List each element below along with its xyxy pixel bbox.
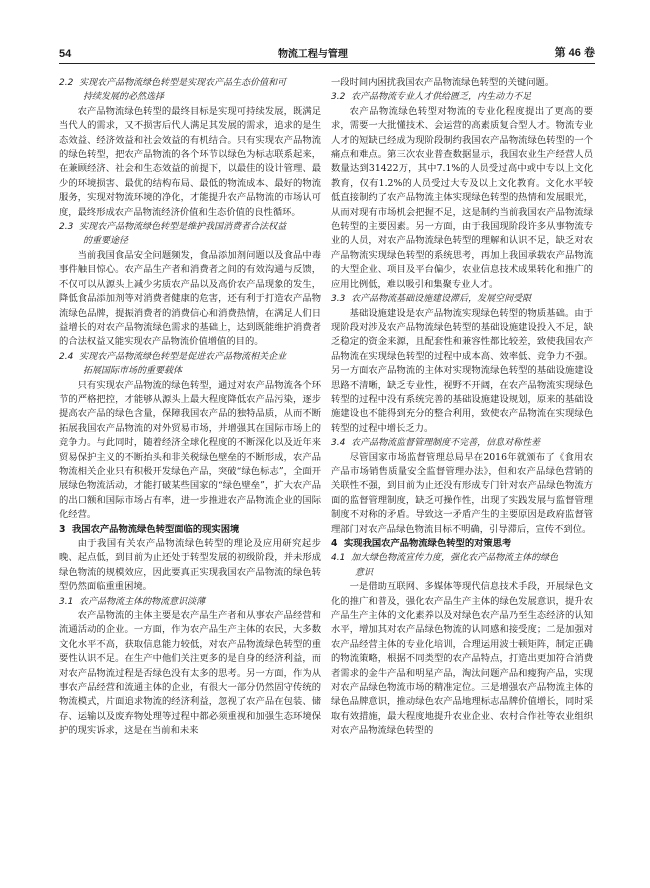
heading-text-continued: 的重要途径 <box>83 236 129 247</box>
paragraph: 由于我国有关农产品物流绿色转型的理论及应用研究起步晚、起点低，到目前为止还处于转型发展的初级阶段，并未形成绿色物流的规模效应，因此要真正实现我国农产品物流的绿色转型仍然面临重重困境。 <box>59 538 321 593</box>
heading-text: 实现农产品物流绿色转型是维护我国消费者合法权益 <box>79 222 287 233</box>
heading-4-1 <box>331 551 593 580</box>
paragraph: 农产品物流绿色转型的最终目标是实现可持续发展，既满足当代人的需求，又不损害后代人满足其发展的需求，追求的是生态效益、经济效益和社会效益的有机结合。只有实现农产品物流的绿色转型，把农产品物流的各个环节以绿色为标志联系起来，在兼顾经济、社会和生态效益的前提下，以最佳的设计管理、最少的环境损害、最优的结构布局、最低的物流成本、最好的物流服务，实现对物流环境的净化，才能提升农产品物流的市场认可度，最终形成农产品物流经济价值和生态价值的良性循环。 <box>59 105 321 218</box>
page-number: 54 <box>59 48 72 60</box>
paragraph: 农产品物流的主体主要是农产品生产者和从事农产品经营和流通活动的企业。一方面，作为农产品生产主体的农民，大多数文化水平不高，获取信息能力较低，对农产品物流绿色转型的重要性认识不足。在生产中他们关注更多的是自身的经济利益，而对农产品物流过程是否绿色没有太多的思考。另一方面，作为从事农产品经营和流通主体的企业，有很大一部分仍然固守传统的物流模式，片面追求物流的经济利益，忽视了农产品在包装、储存、运输以及废弃物处理等过程中都必须重视和加强生态环境保护的现实诉求，这是在当前和未来 <box>59 610 321 737</box>
heading-text: 实现我国农产品物流绿色转型的对策思考 <box>343 538 512 549</box>
heading-3-4 <box>331 436 593 450</box>
heading-text: 农产品物流专业人才供给匮乏，内生动力不足 <box>351 92 532 103</box>
heading-2-3 <box>59 220 321 249</box>
heading-number: 2.3 <box>59 222 74 233</box>
heading-text: 农产品物流基础设施建设滞后，发展空间受限 <box>351 294 532 305</box>
heading-4 <box>331 537 593 551</box>
heading-3 <box>59 523 321 537</box>
heading-text: 加大绿色物流宣传力度，强化农产品物流主体的绿色 <box>351 553 559 564</box>
journal-title: 物流工程与管理 <box>277 49 348 60</box>
heading-text: 农产品物流监督管理制度不完善，信息对称性差 <box>351 438 541 449</box>
heading-text-continued: 持续发展的必然选择 <box>83 92 165 103</box>
heading-text-continued: 拓展国际市场的重要载体 <box>83 366 183 377</box>
heading-number: 3.4 <box>331 438 346 449</box>
paragraph: 农产品物流绿色转型对物流的专业化程度提出了更高的要求，需要一大批懂技术、会运营的高素质复合型人才。物流专业人才的短缺已经成为现阶段制约我国农产品物流绿色转型的一个痛点和难点。第三次农业普查数据显示，我国农业生产经营人员数量达到31422万，其中7.1%的人员受过高中或中专以上文化教育，仅有1.2%的人员受过大专及以上文化教育。文化水平较低直接制约了农产品物流主体实现绿色转型的热情和发展眼光，从而对现有市场机会把握不足，这是制约当前我国农产品物流绿色转型的主要因素。另一方面，由于我国现阶段许多从事物流专业的人员，对农产品物流绿色转型的理解和认识不足，缺乏对农产品物流实现绿色转型的系统思考，再加上我国承载农产品物流的大型企业、项目及平台偏少，农业信息技术成果转化和推广的应用比例低，难以吸引和集聚专业人才。 <box>331 105 593 290</box>
heading-number: 3 <box>59 523 66 535</box>
heading-text: 实现农产品物流绿色转型是实现农产品生态价值和可 <box>79 78 287 88</box>
running-header <box>59 44 595 64</box>
heading-text: 农产品物流主体的物流意识淡薄 <box>79 596 206 607</box>
paragraph: 基础设施建设是农产品物流实现绿色转型的物质基础。由于现阶段对涉及农产品物流绿色转型的基础设施建设投入不足，缺乏稳定的资金来源，且配套性和兼容性都比较差，致使我国农产品物流在实现绿色转型的过程中成本高、效率低、竞争力不强。另一方面农产品物流的主体对实现物流绿色转型的基础设施建设思路不清晰，缺乏专业性，视野不开阔，在农产品物流实现绿色转型的过程中没有系统完善的基础设施建设规划，原来的基础设施建设也不能得到充分的整合利用，致使农产品物流在实现绿色转型的过程中增长乏力。 <box>331 307 593 434</box>
heading-3-2 <box>331 90 593 104</box>
heading-number: 3.3 <box>331 294 346 305</box>
heading-number: 3.2 <box>331 92 346 103</box>
paragraph: 当前我国食品安全问题频发，食品添加剂问题以及食品中毒事件触目惊心。农产品生产者和消费者之间的有效沟通与反馈，不仅可以从源头上减少劣质农产品以及高价农产品现象的发生，降低食品添加剂等对消费者健康的危害，还有利于打造农产品物流绿色品牌，提振消费者的消费信心和消费热情，在满足人们日益增长的对农产品物流绿色需求的基础上，达到既能维护消费者的合法权益又能实现农产品物流价值增值的目的。 <box>59 249 321 348</box>
heading-number: 4.1 <box>331 553 346 564</box>
heading-3-1 <box>59 595 321 609</box>
paragraph: 只有实现农产品物流的绿色转型，通过对农产品物流各个环节的严格把控，才能够从源头上最大程度降低农产品污染，逐步提高农产品的绿色含量，保障我国农产品的独特品质，从而不断拓展我国农产品物流的对外贸易市场，并增强其在国际市场上的竞争力。与此同时，随着经济全球化程度的不断深化以及近年来贸易保护主义的不断抬头和非关税绿色壁垒的不断形成，农产品物流相关企业只有积极开发绿色产品，突破“绿色标志”，全面开展绿色物流活动，才能打破某些国家的“绿色壁垒”，扩大农产品的出口额和国际市场占有率，进一步推进农产品物流企业的国际化经营。 <box>59 379 321 521</box>
left-column <box>59 76 321 739</box>
heading-number: 2.2 <box>59 78 74 88</box>
heading-text: 实现农产品物流绿色转型是促进农产品物流相关企业 <box>79 351 287 362</box>
heading-2-2 <box>59 76 321 105</box>
heading-number: 3.1 <box>59 596 74 607</box>
paragraph: 尽管国家市场监督管理总局早在2016年就颁布了《食用农产品市场销售质量安全监督管理办法》，但和农产品绿色营销的关联性不强，到目前为止还没有形成专门针对农产品绿色物流方面的监督管理制度，缺乏可操作性，出现了实践发展与监督管理制度不对称的矛盾。导致这一矛盾产生的主要原因是政府监督管理部门对农产品绿色物流目标不明确，引导滞后，宣传不到位。 <box>331 451 593 535</box>
paragraph: 一是借助互联网、多媒体等现代信息技术手段，开展绿色文化的推广和普及，强化农产品生产主体的绿色发展意识，提升农产品生产主体的文化素养以及对绿色农产品乃至生态经济的认知水平，增加其对农产品绿色物流的认同感和接受度；二是加强对农产品经营主体的专业化培训，合理运用波士顿矩阵，制定正确的物流策略，根据不同类型的农产品特点，打造出更加符合消费者需求的金牛产品和明星产品，淘汰问题产品和瘦狗产品，实现对农产品绿色物流市场的精准定位。三是增强农产品物流主体的绿色品牌意识，推动绿色农产品地理标志品牌价值增长，同时采取有效措施，最大程度地提升农业企业、农村合作社等农业组织对农产品物流绿色转型的 <box>331 581 593 737</box>
heading-2-4 <box>59 350 321 379</box>
volume-label: 第 46 卷 <box>554 47 595 59</box>
heading-number: 4 <box>331 538 338 549</box>
heading-number: 2.4 <box>59 351 74 362</box>
heading-text: 我国农产品物流绿色转型面临的现实困境 <box>71 523 240 535</box>
heading-text-continued: 意识 <box>355 567 374 578</box>
right-column <box>331 76 593 739</box>
paragraph: 一段时间内困扰我国农产品物流绿色转型的关键问题。 <box>331 77 555 88</box>
heading-3-3 <box>331 292 593 306</box>
